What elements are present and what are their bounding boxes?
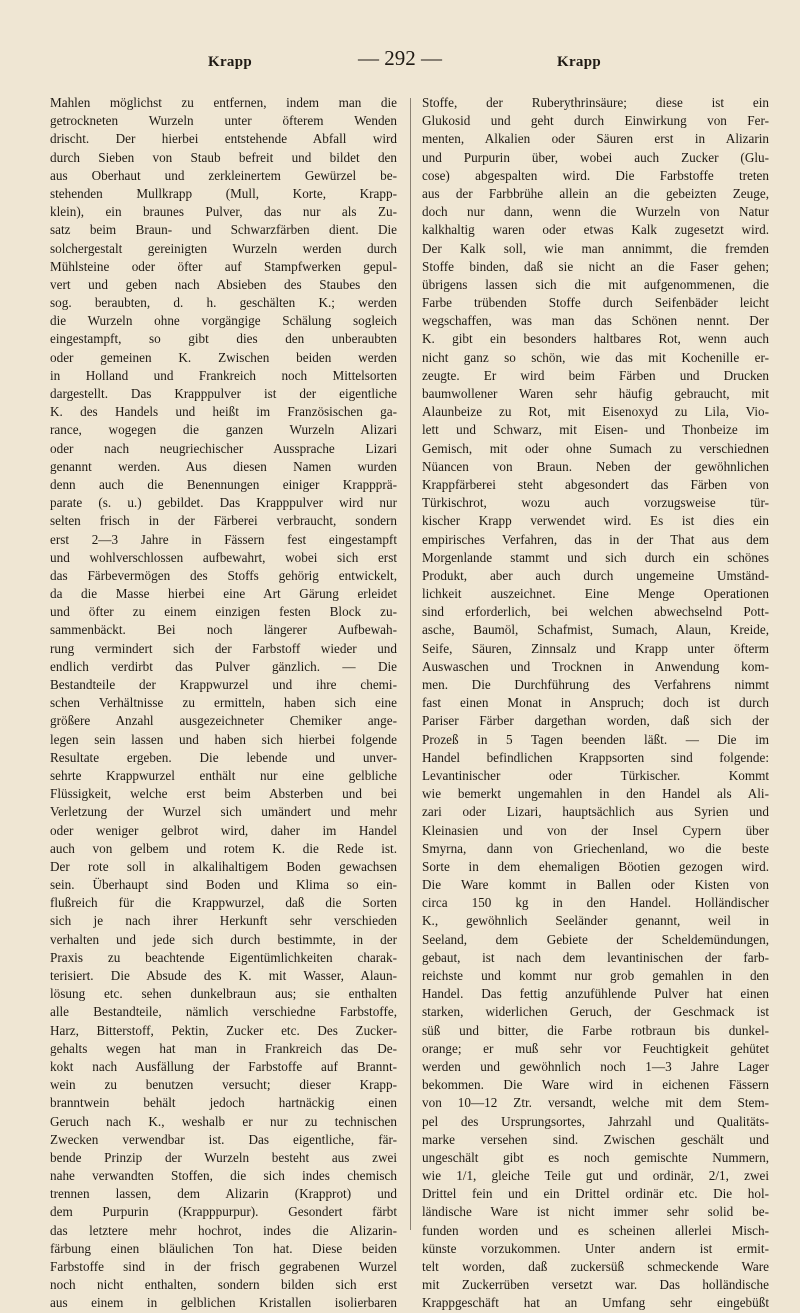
text-line: Drittel fein und ein Drittel ordinär etc. Die hol-: [422, 1186, 769, 1202]
text-line: Handel befindlichen Krappsorten sind folgende:: [422, 749, 769, 765]
text-line: genannt werden. Aus diesen Namen wurden: [50, 458, 397, 474]
text-line: pel des Ursprungsortes, Jahrzahl und Qualitäts-: [422, 1113, 769, 1129]
text-line: wegschaffen, was man das Schönen nennt. Der: [422, 313, 769, 329]
text-line: asche, Baumöl, Schafmist, Sumach, Alaun, Kreide,: [422, 622, 769, 638]
text-line: Alaunbeize zu Rot, mit Eisenoxyd zu Lila, Vio-: [422, 404, 769, 420]
text-line: reichste und kommt nur grob gemahlen in den: [422, 968, 769, 983]
text-line: da die Masse hierbei eine Art Gärung erleidet: [50, 586, 397, 602]
text-line: aus einem in gelblichen Kristallen isolierbaren: [50, 1295, 397, 1311]
text-line: schen Verhältnisse zu ermitteln, haben sich eine: [50, 695, 397, 711]
text-line: aus Oberhaut und zerkleinertem Gewürzel be-: [50, 167, 397, 183]
text-line: Kleinasien und von der Insel Cypern über: [422, 822, 769, 838]
text-line: Krappfärberei steht abgesondert das Färben von: [422, 476, 769, 492]
text-line: kalkhaltig waren oder etwas Kalk zugesetzt wird.: [422, 222, 769, 238]
text-line: funden worden und es scheinen allerlei Misch-: [422, 1222, 769, 1238]
text-line: Die Ware kommt in Ballen oder Kisten von: [422, 877, 769, 893]
text-line: circa 150 kg in den Handel. Holländischer: [422, 895, 769, 911]
text-line: K., gewöhnlich Seeländer genannt, weil in: [422, 913, 769, 929]
text-line: durch Sieben von Staub befreit und bildet den: [50, 149, 397, 165]
text-line: und wohlverschlossen aufbewahrt, wobei sich erst: [50, 549, 397, 565]
text-line: Der Kalk soll, wie man annimmt, die fremden: [422, 240, 769, 256]
text-line: nahe verwandten Stoffen, die sich indes chemisch: [50, 1168, 397, 1184]
text-line: rung vermindert sich der Farbstoff wieder und: [50, 640, 397, 656]
text-line: Sorte in dem ehemaligen Böotien gezogen wird.: [422, 858, 769, 874]
text-line: nicht ganz so schön, wie das mit Kochenille er-: [422, 349, 769, 365]
text-line: sein. Überhaupt sind Boden und Klima so ein-: [50, 877, 397, 893]
text-line: selten frisch in der Färberei verbraucht, sondern: [50, 513, 397, 529]
text-line: Mühlsteine oder öfter auf Stampfwerken gepul-: [50, 258, 397, 274]
text-line: Gemisch, mit oder ohne Sumach zu verschiednen: [422, 440, 769, 456]
text-line: Produkt, aber auch durch ungemeine Umständ-: [422, 567, 769, 583]
text-line: fast einen Monat in Anspruch; doch ist durch: [422, 695, 769, 711]
text-line: dem Purpurin (Krapppurpur). Gesondert färbt: [50, 1204, 397, 1220]
text-line: das Färbevermögen des Stoffs gehörig entwickelt,: [50, 567, 397, 583]
text-line: Glukosid und geht durch Einwirkung von Fer-: [422, 113, 769, 129]
text-line: zeugte. Er wird beim Färben und Drucken: [422, 367, 769, 383]
text-line: färbung einen bläulichen Ton hat. Diese beiden: [50, 1240, 397, 1256]
text-line: branntwein behält jedoch hartnäckig einen: [50, 1095, 397, 1111]
text-line: kokt nach Ausfällung der Farbstoffe auf Brannt-: [50, 1058, 397, 1074]
text-line: Harz, Bitterstoff, Pektin, Zucker etc. Des Zucker-: [50, 1022, 397, 1038]
text-line: größere Anzahl ausgezeichneter Chemiker ange-: [50, 713, 397, 729]
text-line: Handel. Das fettig anzufühlende Pulver hat einen: [422, 986, 769, 1002]
text-line: alle Bestandteile, nämlich verschiedne Farbstoffe,: [50, 1004, 397, 1020]
text-line: wie 1/1, gleiche Teile gut und ordinär, 2/1, zwei: [422, 1168, 769, 1184]
text-line: lett und Schwarz, mit Eisen- und Thonbeize im: [422, 422, 769, 438]
text-line: oder nach neugriechischer Aussprache Lizari: [50, 440, 397, 456]
text-line: Pariser Färber dargethan worden, daß sich der: [422, 713, 769, 729]
text-line: kischer Krapp verwendet wird. Es ist dies ein: [422, 513, 769, 529]
text-line: die Wurzeln ohne vorgängige Schälung sogleich: [50, 313, 397, 329]
text-line: wie bemerkt ungemahlen in den Handel als Ali-: [422, 786, 769, 802]
text-line: dargestellt. Das Krapppulver ist der eigentliche: [50, 386, 397, 401]
text-line: parate (s. u.) gebildet. Das Krapppulver wird nur: [50, 495, 397, 511]
text-line: lichkeit auszeichnet. Eine Menge Operationen: [422, 586, 769, 602]
text-line: Resultate ergeben. Die lebende und unver-: [50, 749, 397, 765]
text-line: sammenbäckt. Bei noch längerer Aufbewah-: [50, 622, 397, 638]
text-line: Seife, Säuren, Zinnsalz und Krapp unter öfterm: [422, 640, 769, 656]
text-line: vert und geben nach Absieben des Staubes den: [50, 276, 397, 292]
text-line: sind erforderlich, bei welchen abwechselnd Pott-: [422, 604, 769, 620]
text-line: rance, wogegen die ganzen Wurzeln Alizari: [50, 422, 397, 438]
text-line: denn auch die Benennungen einiger Krappprä-: [50, 476, 397, 492]
text-line: Levantinischer oder Türkischer. Kommt: [422, 767, 769, 783]
text-line: künste vorzukommen. Unter andern ist ermit-: [422, 1240, 769, 1256]
text-line: legen sein lassen und haben sich hierbei folgende: [50, 731, 397, 747]
text-line: mit Zuckerrüben versetzt war. Das holländische: [422, 1277, 769, 1293]
text-line: Nüancen von Braun. Neben der gewöhnlichen: [422, 458, 769, 474]
text-line: K. gibt ein besonders haltbares Rot, wenn auch: [422, 331, 769, 347]
text-line: sich je nach ihrer Herkunft sehr verschieden: [50, 913, 397, 929]
text-line: satz beim Braun- und Schwarzfärben dient. Die: [50, 222, 397, 238]
left-column: [50, 94, 397, 1313]
text-line: sehrte Krappwurzel enthält nur eine gelbliche: [50, 767, 397, 783]
text-line: erst 2—3 Jahre in Fässern fest eingestampft: [50, 531, 397, 547]
text-line: Prozeß in 5 Tagen beenden läßt. — Die im: [422, 731, 769, 747]
text-line: baumwollener Waren sehr häufig gebraucht, mit: [422, 386, 769, 401]
right-column: [422, 94, 769, 1313]
text-line: stehenden Mullkrapp (Mull, Korte, Krapp-: [50, 185, 397, 201]
text-line: von 10—12 Ztr. versandt, welche mit dem Stem-: [422, 1095, 769, 1111]
text-line: Der rote soll in alkalihaltigem Boden gewachsen: [50, 858, 397, 874]
text-line: klein), ein braunes Pulver, das nur als Zu-: [50, 204, 397, 220]
text-line: flußreich für die Krappwurzel, daß die Sorten: [50, 895, 397, 911]
text-line: Türkischrot, wozu auch vorzugsweise tür-: [422, 495, 769, 511]
text-line: endlich verdirbt das Pulver gänzlich. — Die: [50, 658, 397, 674]
text-line: gehalts wegen hat man in Frankreich das De-: [50, 1040, 397, 1056]
page-number: — 292 —: [358, 46, 442, 70]
text-line: auch von gelbem und rotem K. die Rede ist.: [50, 840, 397, 856]
text-line: marke versehen sind. Zwischen geschält und: [422, 1131, 769, 1147]
text-line: drischt. Der hierbei entstehende Abfall wird: [50, 131, 397, 147]
text-line: noch nicht enthalten, sondern bilden sich erst: [50, 1277, 397, 1293]
text-line: Mahlen möglichst zu entfernen, indem man die: [50, 95, 397, 110]
text-line: werden und gewöhnlich noch 1—3 Jahre Lager: [422, 1058, 769, 1074]
text-line: terisiert. Die Absude des K. mit Wasser, Alaun-: [50, 968, 397, 983]
text-line: empirisches Verfahren, das in der That aus dem: [422, 531, 769, 547]
text-line: übrigens lassen sich die mit aufgenommenen, die: [422, 276, 769, 292]
text-line: ungeschält gibt es noch gemischte Nummern,: [422, 1149, 769, 1165]
text-line: oder gemeinen K. Zwischen beiden werden: [50, 349, 397, 365]
text-line: verhalten und jede sich durch bestimmte, in der: [50, 931, 397, 947]
text-line: bekommen. Die Ware wird in eichenen Fässern: [422, 1077, 769, 1093]
text-line: doch nur dann, wenn die Wurzeln von Natur: [422, 204, 769, 220]
text-line: ländische Ware ist nicht immer sehr solid be-: [422, 1204, 769, 1220]
text-line: starken, widerlichen Geruch, der Geschmack ist: [422, 1004, 769, 1020]
text-line: Praxis zu beachtende Eigentümlichkeiten charak-: [50, 949, 397, 965]
text-line: trennen lassen, dem Alizarin (Krapprot) und: [50, 1186, 397, 1202]
text-line: und Purpurin über, wobei auch Zucker (Glu-: [422, 149, 769, 165]
text-line: Stoffe binden, daß sie nicht an die Faser gehen;: [422, 258, 769, 274]
text-line: telt worden, daß zuckersüß schmeckende Ware: [422, 1259, 769, 1274]
text-line: Farbe trübenden Stoffe durch Seifenbäder leicht: [422, 295, 769, 311]
text-line: das letztere mehr hochrot, indes die Alizarin-: [50, 1222, 397, 1238]
text-line: K. des Handels und heißt im Französischen ga-: [50, 404, 397, 420]
text-line: und öfter zu einem einzigen festen Block zu-: [50, 604, 397, 620]
text-line: men. Die Durchführung des Verfahrens nimmt: [422, 677, 769, 692]
text-line: zari oder Lizari, hauptsächlich aus Syrien und: [422, 804, 769, 820]
text-line: Morgenlande stammt und sich durch ein schönes: [422, 549, 769, 565]
text-line: Flüssigkeit, welche erst beim Absterben und bei: [50, 786, 397, 802]
text-line: Seeland, dem Gebiete der Scheldemündungen,: [422, 931, 769, 947]
text-line: eingestampft, so gibt dies den unberaubten: [50, 331, 397, 347]
text-line: Zwecken verwendbar ist. Das eigentliche, fär-: [50, 1131, 397, 1147]
text-line: Geruch nach K., weshalb er nur zu technischen: [50, 1113, 397, 1129]
text-line: Auswaschen und Trocknen in Anwendung kom-: [422, 658, 769, 674]
text-line: orange; er muß sehr vor Feuchtigkeit gehütet: [422, 1040, 769, 1056]
text-line: getrockneten Wurzeln unter öfterem Wenden: [50, 113, 397, 129]
header-left-word: Krapp: [208, 54, 253, 70]
text-line: Bestandteile der Krappwurzel und ihre chemi-: [50, 677, 397, 692]
text-line: cose) abgespalten wird. Die Farbstoffe treten: [422, 167, 769, 183]
text-line: Verletzung der Wurzel sich umändert und mehr: [50, 804, 397, 820]
text-line: oder weniger gelbrot wird, daher im Handel: [50, 822, 397, 838]
text-line: bende Prinzip der Wurzeln besteht aus zwei: [50, 1149, 397, 1165]
page-header: [60, 44, 740, 84]
text-line: Farbstoffe sind in der frisch gegrabenen Wurzel: [50, 1259, 397, 1274]
text-line: Smyrna, dann von Griechenland, wo die beste: [422, 840, 769, 856]
text-line: Krappgeschäft hat an Umfang sehr eingebüßt: [422, 1295, 769, 1311]
column-divider: [410, 98, 411, 1230]
text-line: wein zu benutzen versucht; dieser Krapp-: [50, 1077, 397, 1093]
text-line: lösung etc. sehen dunkelbraun aus; sie enthalten: [50, 986, 397, 1002]
text-line: sog. beraubten, d. h. geschälten K.; werden: [50, 295, 397, 311]
text-line: gebaut, ist nach dem levantinischen der farb-: [422, 949, 769, 965]
text-line: süß und bitter, die Farbe rotbraun bis dunkel-: [422, 1022, 769, 1038]
text-line: menten, Alkalien oder Säuren erst in Alizarin: [422, 131, 769, 147]
header-right-word: Krapp: [557, 54, 602, 70]
text-line: in Holland und Frankreich noch Mittelsorten: [50, 367, 397, 383]
text-line: Stoffe, der Ruberythrinsäure; diese ist ein: [422, 95, 769, 110]
text-line: aus der Farbbrühe allein an die gebeizten Zeuge,: [422, 185, 769, 201]
text-line: solchergestalt gereinigten Wurzeln werden durch: [50, 240, 397, 256]
